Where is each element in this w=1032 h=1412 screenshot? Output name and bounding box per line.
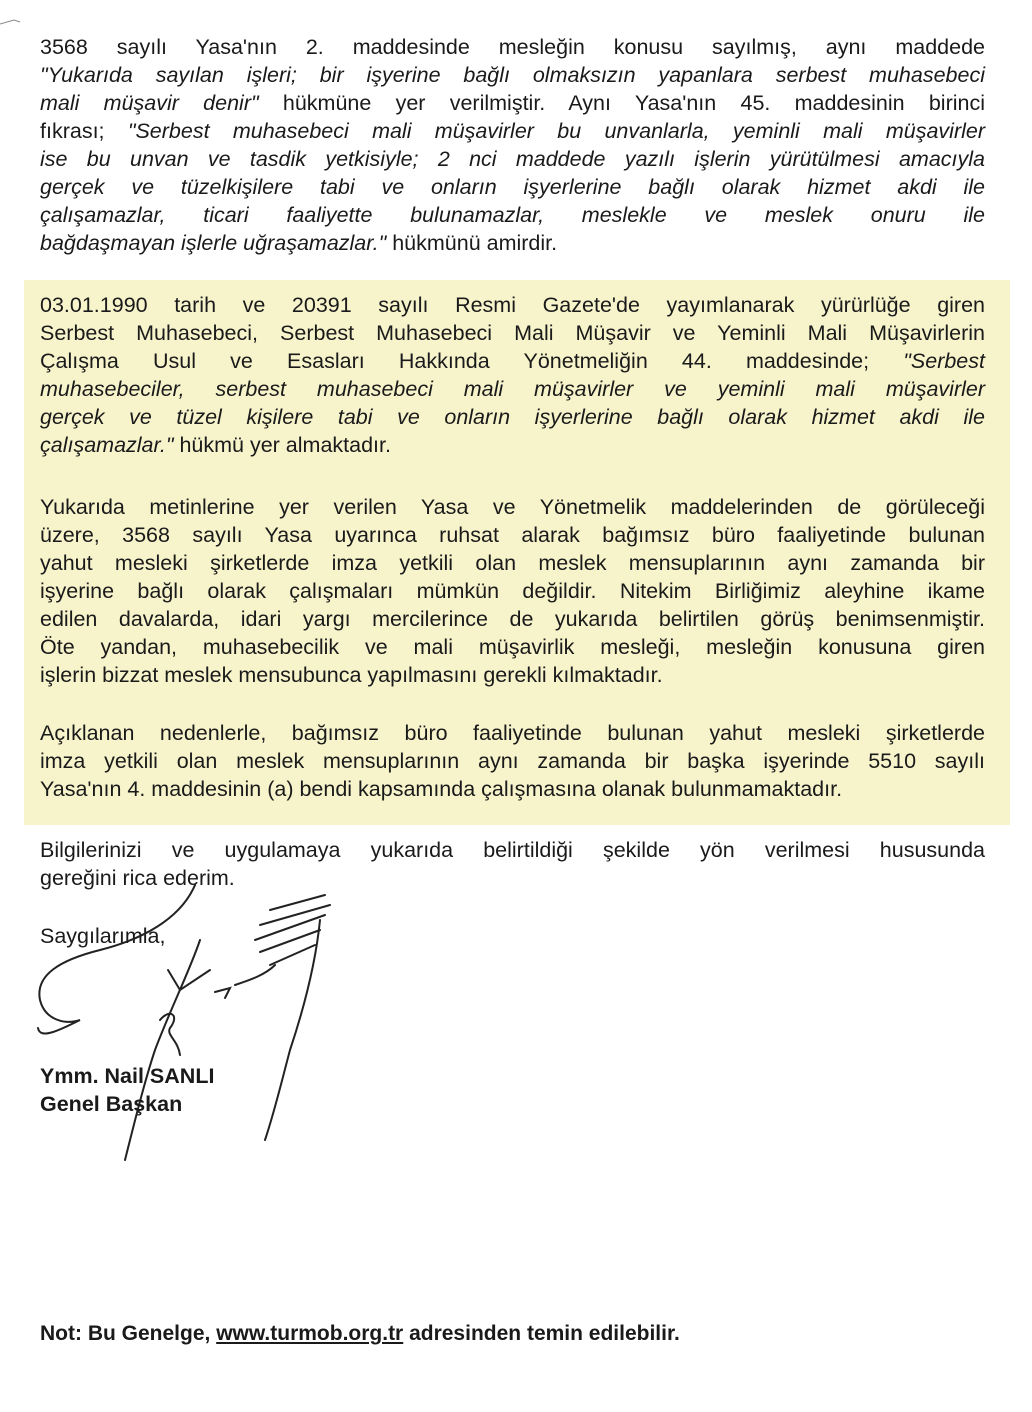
signer-title: Genel Başkan — [40, 1092, 183, 1116]
text-line — [40, 319, 985, 347]
text-run: 3568 sayılı Yasa'nın 2. maddesinde mesleğin konusu sayılmış, aynı maddede — [40, 35, 985, 59]
quoted-text: ise bu unvan ve tasdik yetkisiyle; 2 nci maddede yazılı işlerin yürütülmesi amacıyla — [40, 147, 985, 171]
note-prefix: Not: Bu Genelge, — [40, 1322, 211, 1345]
text-line — [40, 661, 985, 689]
text-run: edilen davalarda, idari yargı mercilerince de yukarıda belirtilen görüş benimsenmiştir. — [40, 607, 985, 631]
text-run: Bilgilerinizi ve uygulamaya yukarıda belirtildiği şekilde yön verilmesi hususunda — [40, 838, 985, 862]
text-run: üzere, 3568 sayılı Yasa uyarınca ruhsat alarak bağımsız büro faaliyetinde bulunan — [40, 523, 985, 547]
quoted-text: gerçek ve tüzel kişilere tabi ve onların işyerlerine bağlı olarak hizmet akdi ile — [40, 405, 985, 429]
quoted-text: "Yukarıda sayılan işleri; bir işyerine bağlı olmaksızın yapanlara serbest muhasebeci — [40, 63, 985, 87]
text-run: hükmü yer almaktadır. — [173, 433, 391, 457]
text-line — [40, 229, 985, 257]
text-line — [40, 347, 985, 375]
text-line — [40, 836, 985, 864]
note-suffix: adresinden temin edilebilir. — [409, 1322, 680, 1345]
text-line — [40, 521, 985, 549]
text-line — [40, 89, 985, 117]
footer-note — [40, 1322, 680, 1346]
quoted-text: muhasebeciler, serbest muhasebeci mali müşavirler ve yeminli mali müşavirler — [40, 377, 985, 401]
text-run: fıkrası; — [40, 119, 128, 143]
text-run: 03.01.1990 tarih ve 20391 sayılı Resmi Gazete'de yayımlanarak yürürlüğe giren — [40, 293, 985, 317]
text-line — [40, 775, 985, 803]
text-run: gereğini rica ederim. — [40, 866, 235, 890]
closing-text: Saygılarımla, — [40, 924, 166, 948]
text-line — [40, 291, 985, 319]
text-line — [40, 375, 985, 403]
quoted-text: "Serbest — [903, 349, 985, 373]
paragraph-3 — [40, 493, 985, 689]
text-line — [40, 403, 985, 431]
text-run: işyerine bağlı olarak çalışmaları mümkün değildir. Nitekim Birliğimiz aleyhine ikame — [40, 579, 985, 603]
text-run: Öte yandan, muhasebecilik ve mali müşavirlik mesleği, mesleğin konusuna giren — [40, 635, 985, 659]
text-run: imza yetkili olan meslek mensuplarının aynı zamanda bir başka işyerinde 5510 sayılı — [40, 749, 985, 773]
text-run: Serbest Muhasebeci, Serbest Muhasebeci Mali Müşavir ve Yeminli Mali Müşavirlerin — [40, 321, 985, 345]
text-line — [40, 145, 985, 173]
text-line — [40, 61, 985, 89]
text-line — [40, 605, 985, 633]
text-run: hükmünü amirdir. — [386, 231, 558, 255]
signer-name: Ymm. Nail SANLI — [40, 1064, 215, 1088]
text-line — [40, 719, 985, 747]
text-run: hükmüne yer verilmiştir. Aynı Yasa'nın 45. maddesinin birinci — [258, 91, 985, 115]
paragraph-4 — [40, 719, 985, 803]
text-line — [40, 549, 985, 577]
text-line — [40, 747, 985, 775]
text-run: yahut mesleki şirketlerde imza yetkili olan meslek mensuplarının aynı zamanda bir — [40, 551, 985, 575]
quoted-text: çalışamazlar." — [40, 433, 174, 457]
text-line — [40, 117, 985, 145]
paragraph-2 — [40, 291, 985, 459]
text-line — [40, 633, 985, 661]
text-line — [40, 493, 985, 521]
quoted-text: bağdaşmayan işlerle uğraşamazlar." — [40, 231, 387, 255]
text-run: Açıklanan nedenlerle, bağımsız büro faaliyetinde bulunan yahut mesleki şirketlerde — [40, 721, 985, 745]
handwritten-signature — [20, 880, 350, 1180]
scan-mark — [0, 18, 22, 26]
text-run: Yukarıda metinlerine yer verilen Yasa ve Yönetmelik maddelerinden de görüleceği — [40, 495, 985, 519]
quoted-text: gerçek ve tüzelkişilere tabi ve onların işyerlerine bağlı olarak hizmet akdi ile — [40, 175, 985, 199]
text-line — [40, 33, 985, 61]
text-line — [40, 431, 985, 459]
text-run: Çalışma Usul ve Esasları Hakkında Yönetmeliğin 44. maddesinde; — [40, 349, 904, 373]
quoted-text: mali müşavir denir" — [40, 91, 259, 115]
text-line — [40, 577, 985, 605]
text-line — [40, 173, 985, 201]
turmob-link[interactable]: www.turmob.org.tr — [216, 1322, 404, 1345]
text-line — [40, 201, 985, 229]
paragraph-1 — [40, 33, 985, 257]
text-run: işlerin bizzat meslek mensubunca yapılmasını gerekli kılmaktadır. — [40, 663, 663, 687]
text-run: Yasa'nın 4. maddesinin (a) bendi kapsamında çalışmasına olanak bulunmamaktadır. — [40, 777, 843, 801]
quoted-text: "Serbest muhasebeci mali müşavirler bu unvanlarla, yeminli mali müşavirler — [127, 119, 986, 143]
quoted-text: çalışamazlar, ticari faaliyette bulunamazlar, meslekle ve meslek onuru ile — [40, 203, 985, 227]
